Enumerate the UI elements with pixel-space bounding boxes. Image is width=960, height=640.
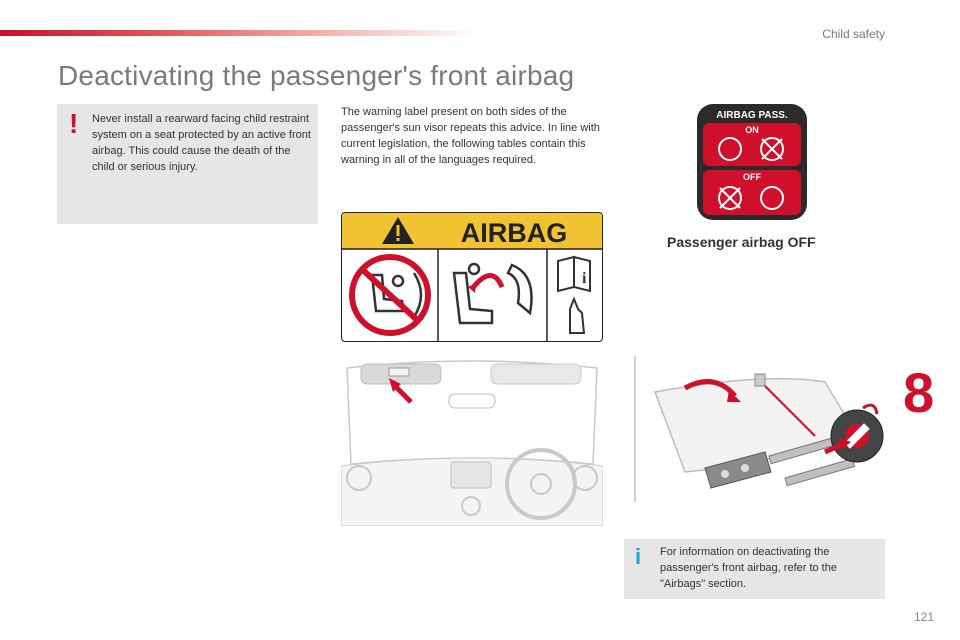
- no-rear-facing-seat-icon: [352, 257, 428, 333]
- header-accent-bar: [0, 30, 480, 36]
- passenger-label-off: OFF: [743, 172, 761, 182]
- section-title: Child safety: [822, 27, 885, 41]
- chapter-number: 8: [903, 361, 935, 424]
- passenger-airbag-caption: Passenger airbag OFF: [667, 234, 816, 250]
- exclamation-icon: !: [69, 108, 79, 139]
- glovebox-key-illustration: [625, 352, 887, 524]
- page-title: Deactivating the passenger's front airbag: [58, 60, 575, 91]
- warning-box: [57, 104, 318, 224]
- svg-text:i: i: [582, 270, 587, 287]
- dashboard-sun-visor-illustration: [341, 354, 603, 526]
- passenger-airbag-label: [696, 103, 808, 221]
- airbag-label-graphic: [342, 213, 603, 342]
- intro-paragraph: The warning label present on both sides of the passenger's sun visor repeats this advice. In line with current legislation, the following tables contain this warning in all of the languages required.: [341, 106, 600, 166]
- passenger-label-title: AIRBAG PASS.: [716, 110, 788, 121]
- read-manual-icon: [558, 257, 590, 333]
- warning-text: Never install a rearward facing child restraint system on a seat protected by an active front airbag. This could cause the death of the child or serious injury.: [92, 113, 311, 173]
- page-number: 121: [913, 610, 934, 624]
- info-text: For information on deactivating the passenger's front airbag, refer to the "Airbags" section.: [660, 546, 837, 590]
- info-box: [624, 539, 885, 599]
- airbag-label-heading: AIRBAG: [460, 218, 568, 248]
- passenger-label-on: ON: [745, 125, 759, 135]
- airbag-warning-label: [341, 212, 603, 342]
- airbag-switch-icon: [831, 410, 883, 462]
- airbag-deploy-icon: [454, 264, 532, 323]
- info-icon: i: [635, 544, 642, 569]
